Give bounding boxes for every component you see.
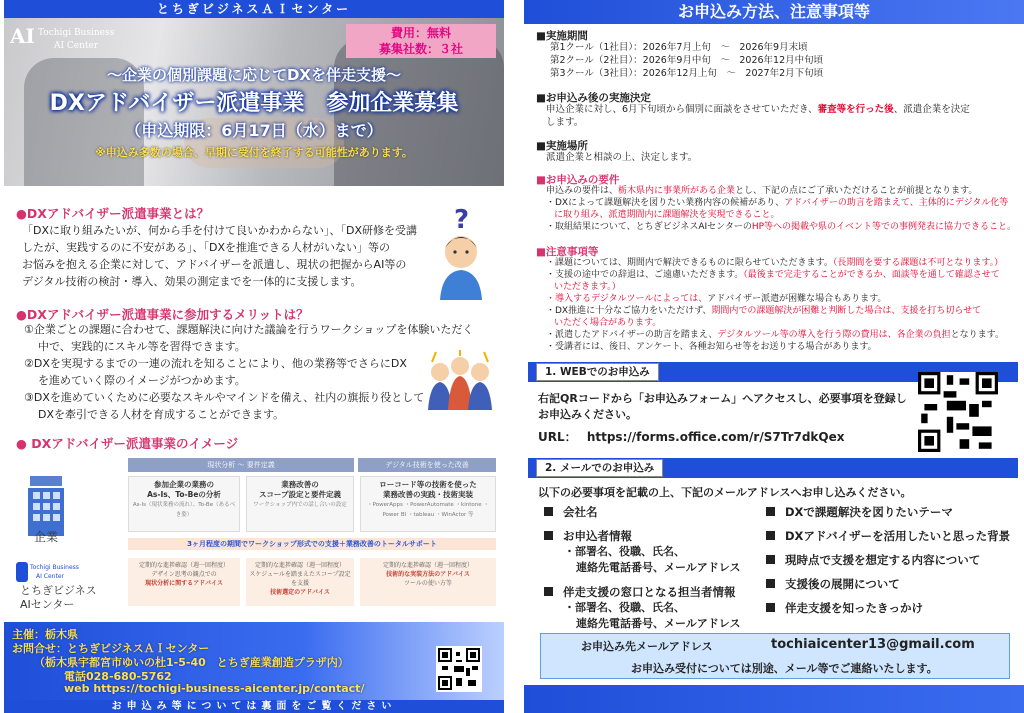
center-logo: AI Tochigi Business AI Center	[10, 24, 120, 60]
email-address[interactable]: tochiaicenter13@gmail.com	[771, 637, 975, 652]
company-label: 企業	[34, 530, 59, 544]
diagram-card-asis: 参加企業の業務の As-Is、To-Beの分析 As-Is（現状業務の流れ）、To-Be（あるべき姿）	[128, 476, 240, 532]
list-item: DXで課題解決を図りたいテーマ	[766, 504, 1010, 520]
cheering-people-icon	[422, 350, 496, 410]
diagram-subcard-3: 定期的な進捗確認（週一回程度） 技術的な実装方法のアドバイス ツールの使い方等	[360, 558, 496, 606]
address-text: （栃木県宇都宮市ゆいの杜1-5-40 とちぎ産業創造プラザ内）	[34, 656, 349, 669]
phase-header-1: 現状分析 ～ 要件定義	[128, 458, 354, 472]
section-heading-image: ● DXアドバイザー派遣事業のイメージ	[16, 436, 239, 451]
web-instructions-1: 右記QRコードから「お申込みフォーム」へアクセスし、必要事項を登録し	[538, 392, 907, 405]
list-item: ②DXを実現するまでの一連の流れを知ることにより、他の業務等でさらにDX を進めていく際のイメージがつかめます。	[24, 357, 407, 387]
email-label: お申込み先メールアドレス	[581, 640, 713, 653]
list-item: 現時点で支援を想定する内容について	[766, 552, 1010, 568]
support-flow-diagram	[10, 458, 500, 618]
question-person-icon	[432, 204, 490, 300]
web-instructions-2: お申込みください。	[538, 408, 637, 421]
diagram-card-scope: 業務改善の スコープ設定と要件定義 ワークショップ内での話し合いの設定	[246, 476, 354, 532]
company-sign: 企 社	[30, 468, 44, 475]
flyer-front	[4, 0, 504, 713]
list-item: ①企業ごとの課題に合わせて、課題解決に向けた議論を行うワークショップを体験いただく 中で、実践的にスキル等を習得できます。	[24, 323, 474, 353]
subtitle: ～企業の個別課題に応じてDXを伴走支援～	[106, 66, 402, 84]
center-name-band: とちぎビジネスＡＩセンター	[4, 0, 504, 18]
contact-text: お問合せ：とちぎビジネスＡＩセンター	[12, 642, 210, 655]
mail-intro: 以下の必要事項を記載の上、下記のメールアドレスへお申し込みください。	[538, 486, 912, 499]
decision-heading: ■お申込み後の実施決定	[536, 92, 651, 104]
list-item: DXアドバイザーを活用したいと思った背景	[766, 528, 1010, 544]
tel-text: 電話028-680-5762	[64, 670, 172, 683]
list-item: お申込者情報	[544, 528, 740, 544]
support-band: 3ヶ月程度の期間でワークショップ形式での支援＋業務改善のトータルサポート	[128, 538, 496, 550]
web-link[interactable]: web https://tochigi-business-aicenter.jp/contact/	[64, 682, 365, 695]
application-qr-code[interactable]	[918, 372, 998, 452]
about-text: 「DXに取り組みたいが、何から手を付けて良いかわからない」、「DX研修を受講 したが、実践するのに不安がある」、「DXを推進できる人材がいない」等の お悩みを抱える企業に対して、アドバイザーを派遣し、現状の把握からAI等の デジタル技術の検討・導入、効果の測定までを一体的に支援します。	[22, 224, 418, 288]
flyer-back: お申込み方法、注意事項等 ■実施期間 第1クール（1社目）：2026年7月上旬 ～ 2026年9月末頃 第2クール（2社目）：2026年9月中旬 ～ 2026年12月中旬頃 第3クール（3社目）：2026年12月上旬 ～ 2027年2月下旬頃 ■お申込み後の実施決定 申込企業に対し、6月下旬頃から個別に面談をさせていただき、審査等を行った後、派遣企業を決定 します。 ■実施場所 派遣企業と相談の上、決定します。 ■お申込みの要件 申込みの要件は、栃木県内に事業所がある企業とし、下記の点にご了承いただけることが前提となります。 ・DXによって課題解決を図りたい業務内容の候補があり、アドバイザーの助言を踏まえて、主体的にデジタル化等 に取り組み、派遣期間内に課題解決を実現できること。 ・取組結果について、とちぎビジネスAIセンターのHP等への掲載や県のイベント等での事例発表に協力できること。 ■注意事項等 ・課題については、期間内で解決できるものに限らせていただきます。（長期間を要する課題は不可となります。） ・支援の途中での辞退は、ご遠慮いただきます。（最後まで完走することができるか、面談等を通して確認させて いただきます。） ・導入するデジタルツールによっては、アドバイザー派遣が困難な場合もあります。 ・DX推進に十分なご協力をいただけず、期間内での課題解決が困難と判断した場合は、支援を打ち切らせて いただく場合があります。 ・派遣したアドバイザーの助言を踏まえ、デジタルツール等の導入を行う際の費用は、各企業の負担となります。 ・受講者には、後日、アンケート、各種お知らせ等をお送りする場合があります。 1. WEBでのお申込み 右記QRコードから「お申込みフォーム」へアクセスし、必要事項を登録し お申込みください。 URL： https://forms.office.com/r/S7Tr7dkQex 2. メールでのお申込み 以下の必要事項を記載の上、下記のメールアドレスへお申し込みください。 会社名 お申込者情報 ・部署名、役職、氏名、 連絡先電話番号、メールアドレス 伴走支援の窓口となる担当者情報 ・部署名、役職、氏名、 連絡先電話番号、メールアドレス DXで課題解決を図りたいテーマ DXアドバイザーを活用したいと思った背景 現時点で支援を想定する内容について 支援後の展開について 伴走支援を知ったきっかけ お申込み先メールアドレス tochiaicenter13@gmail.com お申込み受付については別途、メール等でご連絡いたします。	[524, 0, 1024, 713]
deadline: （申込期限：6月17日（水）まで）	[125, 121, 383, 140]
diagram-card-implement: ローコード等の技術を使った 業務改善の実践・技術実装 ・PowerApps ・PowerAutomate ・kintone ・Power BI ・tableau ・WinActor 等	[360, 476, 496, 532]
list-item: 伴走支援の窓口となる担当者情報	[544, 584, 740, 600]
diagram-subcard-2: 定期的な進捗確認（週一回程度） スケジュールを踏まえたスコープ設定を支援 技術選定のアドバイス	[246, 558, 354, 606]
fee-badge: 費用：無料 募集社数：３社	[346, 24, 496, 58]
diagram-subcard-1: 定期的な進捗確認（週一回程度） デザイン思考の観点での 現状分析に関するアドバイス	[128, 558, 240, 606]
host-text: 主催：栃木県	[12, 628, 78, 641]
web-tab: 1. WEBでのお申込み	[536, 363, 659, 381]
web-url[interactable]: URL： https://forms.office.com/r/S7Tr7dkQex	[538, 430, 845, 444]
requirements-heading: ■お申込みの要件	[536, 174, 620, 186]
section-heading-merits: ●DXアドバイザー派遣事業に参加するメリットは？	[16, 307, 309, 322]
back-footer-band	[524, 685, 1024, 713]
decision-text: 申込企業に対し、6月下旬頃から個別に面談をさせていただき、審査等を行った後、派遣企業を決定	[546, 104, 970, 115]
mail-tab: 2. メールでのお申込み	[536, 459, 663, 477]
period-heading: ■実施期間	[536, 30, 588, 42]
place-text: 派遣企業と相談の上、決定します。	[546, 152, 698, 163]
section-heading-about: ●DXアドバイザー派遣事業とは？	[16, 206, 210, 221]
logo-mark: AI	[10, 24, 35, 48]
mail-required-list-left: 会社名 お申込者情報 ・部署名、役職、氏名、 連絡先電話番号、メールアドレス 伴走支援の窓口となる担当者情報 ・部署名、役職、氏名、 連絡先電話番号、メールアドレス	[544, 504, 740, 632]
list-item: 会社名	[544, 504, 740, 520]
center-small-logo: Tochigi Business AI Center	[16, 562, 96, 584]
place-heading: ■実施場所	[536, 140, 588, 152]
building-icon	[24, 476, 68, 536]
back-title-band: お申込み方法、注意事項等	[524, 0, 1024, 24]
see-back-note: お申込み等については裏面をご覧ください	[4, 700, 504, 713]
merit-list	[24, 322, 474, 424]
email-note: お申込み受付については別途、メール等でご連絡いたします。	[631, 662, 938, 675]
phase-header-2: デジタル技術を使った改善	[358, 458, 496, 472]
notes-heading: ■注意事項等	[536, 246, 599, 258]
period-row-1: 第1クール（1社目）：2026年7月上旬 ～ 2026年9月末頃	[550, 42, 808, 53]
list-item: 伴走支援を知ったきっかけ	[766, 600, 1010, 616]
page-title: DXアドバイザー派遣事業 参加企業募集	[49, 91, 459, 116]
center-label: とちぎビジネス AIセンター	[20, 584, 97, 611]
mail-required-list-right	[766, 504, 1010, 616]
list-item: 支援後の展開について	[766, 576, 1010, 592]
svg-text:?: ?	[454, 205, 470, 235]
deadline-note: ※申込み多数の場合、早期に受付を終了する可能性があります。	[95, 146, 413, 159]
logo-mark-small	[16, 562, 28, 582]
email-address-box	[540, 633, 1010, 679]
period-row-3: 第3クール（3社目）：2026年12月上旬 ～ 2027年2月下旬頃	[550, 68, 824, 79]
period-row-2: 第2クール（2社目）：2026年9月中旬 ～ 2026年12月中旬頃	[550, 55, 824, 66]
list-item: ③DXを進めていくために必要なスキルやマインドを備え、社内の旗振り役として DXを牽引できる人材を育成することができます。	[24, 391, 425, 421]
contact-qr-code[interactable]	[436, 646, 482, 692]
